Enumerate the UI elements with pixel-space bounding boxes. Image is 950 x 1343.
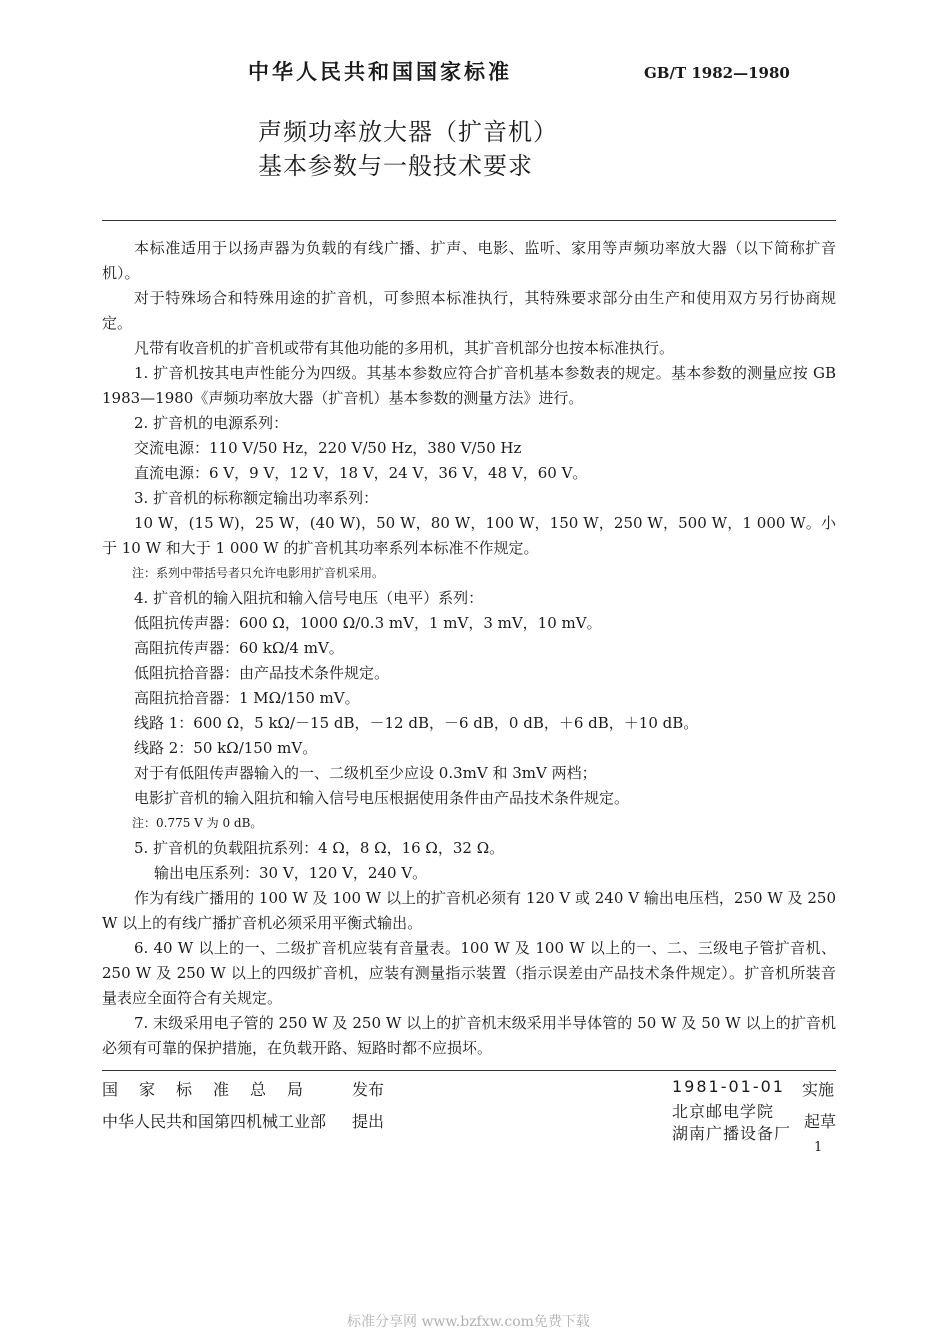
implementation-label: 实施 [802,1080,835,1099]
publish-label: 发布 [352,1080,385,1099]
footer-divider [102,1070,836,1071]
high-impedance-mic-line: 高阻抗传声器：60 kΩ/4 mV。 [134,639,344,657]
low-impedance-mic-line: 低阻抗传声器：600 Ω，1000 Ω/0.3 mV，1 mV，3 mV，10 mV。 [134,614,602,632]
line-1-input: 线路 1：600 Ω，5 kΩ/－15 dB，－12 dB，－6 dB，0 dB，＋6 dB，＋10 dB。 [134,714,699,732]
special-use-paragraph: 对于特殊场合和特殊用途的扩音机，可参照本标准执行，其特殊要求部分由生产和使用双方另行协商规定。 [102,289,836,332]
implementation-date: 1981-01-01 [672,1077,785,1096]
clause-5-load-impedance: 5. 扩音机的负载阻抗系列：4 Ω，8 Ω，16 Ω，32 Ω。 [134,839,505,857]
document-title-line-2: 基本参数与一般技术要求 [258,152,533,180]
clause-7: 7. 末级采用电子管的 250 W 及 250 W 以上的扩音机末级采用半导体管的 50 W 及 50 W 以上的扩音机必须有可靠的保护措施，在负载开路、短路时都不应损坏。 [102,1014,836,1057]
watermark: 标准分享网 www.bzfxw.com免费下载 [347,1314,590,1330]
proposer: 中华人民共和国第四机械工业部 [102,1112,327,1131]
note-power-series: 注：系列中带括号者只允许电影用扩音机采用。 [132,566,385,580]
issuing-organization: 中华人民共和国国家标准 [248,60,512,84]
scope-paragraph: 本标准适用于以扬声器为负载的有线广播、扩声、电影、监听、家用等声频功率放大器（以下简称扩音机）。 [102,239,836,282]
multi-function-paragraph: 凡带有收音机的扩音机或带有其他功能的多用机，其扩音机部分也按本标准执行。 [134,339,675,357]
document-title-line-1: 声频功率放大器（扩音机） [258,118,558,146]
clause-4-heading: 4. 扩音机的输入阻抗和输入信号电压（电平）系列： [134,589,484,607]
draft-label: 起草 [804,1112,837,1131]
clause-3-heading: 3. 扩音机的标称额定输出功率系列： [134,489,379,507]
publisher: 国家标准总局 [102,1080,325,1099]
standard-code: GB/T 1982—1980 [644,64,790,82]
standard-body [102,236,836,1061]
drafter-2: 湖南广播设备厂 [672,1124,792,1143]
propose-label: 提出 [352,1112,385,1131]
mic-input-requirement: 对于有低阻传声器输入的一、二级机至少应设 0.3mV 和 3mV 两档； [134,764,597,782]
output-voltage-series: 输出电压系列：30 V，120 V，240 V。 [154,864,428,882]
drafter-1: 北京邮电学院 [672,1102,775,1121]
low-impedance-pickup-line: 低阻抗拾音器：由产品技术条件规定。 [134,664,390,682]
broadcast-output-requirement: 作为有线广播用的 100 W 及 100 W 以上的扩音机必须有 120 V 或 240 V 输出电压档，250 W 及 250 W 以上的有线广播扩音机必须采用平衡式输出。 [102,889,836,932]
film-amplifier-input: 电影扩音机的输入阻抗和输入信号电压根据使用条件由产品技术条件规定。 [134,789,630,807]
page-number: 1 [814,1140,823,1155]
ac-power-line: 交流电源：110 V/50 Hz，220 V/50 Hz，380 V/50 Hz [134,439,522,457]
dc-power-line: 直流电源：6 V，9 V，12 V，18 V，24 V，36 V，48 V，60 V。 [134,464,588,482]
note-0db: 注：0.775 V 为 0 dB。 [132,816,263,830]
line-2-input: 线路 2：50 kΩ/150 mV。 [134,739,318,757]
header-divider [102,220,836,221]
clause-1: 1. 扩音机按其电声性能分为四级。其基本参数应符合扩音机基本参数表的规定。基本参数的测量应按 GB 1983—1980《声频功率放大器（扩音机）基本参数的测量方法》进行。 [102,364,836,407]
clause-6: 6. 40 W 以上的一、二级扩音机应装有音量表。100 W 及 100 W 以上的一、二、三级电子管扩音机、250 W 及 250 W 以上的四级扩音机，应装有测量指示装置（指示误差由产品技术条件规定）。扩音机所装音量表应全面符合有关规定。 [102,939,836,1007]
clause-2-heading: 2. 扩音机的电源系列： [134,414,289,432]
high-impedance-pickup-line: 高阻抗拾音器：1 MΩ/150 mV。 [134,689,360,707]
power-series-line: 10 W，(15 W)，25 W，(40 W)，50 W，80 W，100 W，150 W，250 W，500 W，1 000 W。小于 10 W 和大于 1 000 W 的扩音机其功率系列本标准不作规定。 [102,514,836,557]
